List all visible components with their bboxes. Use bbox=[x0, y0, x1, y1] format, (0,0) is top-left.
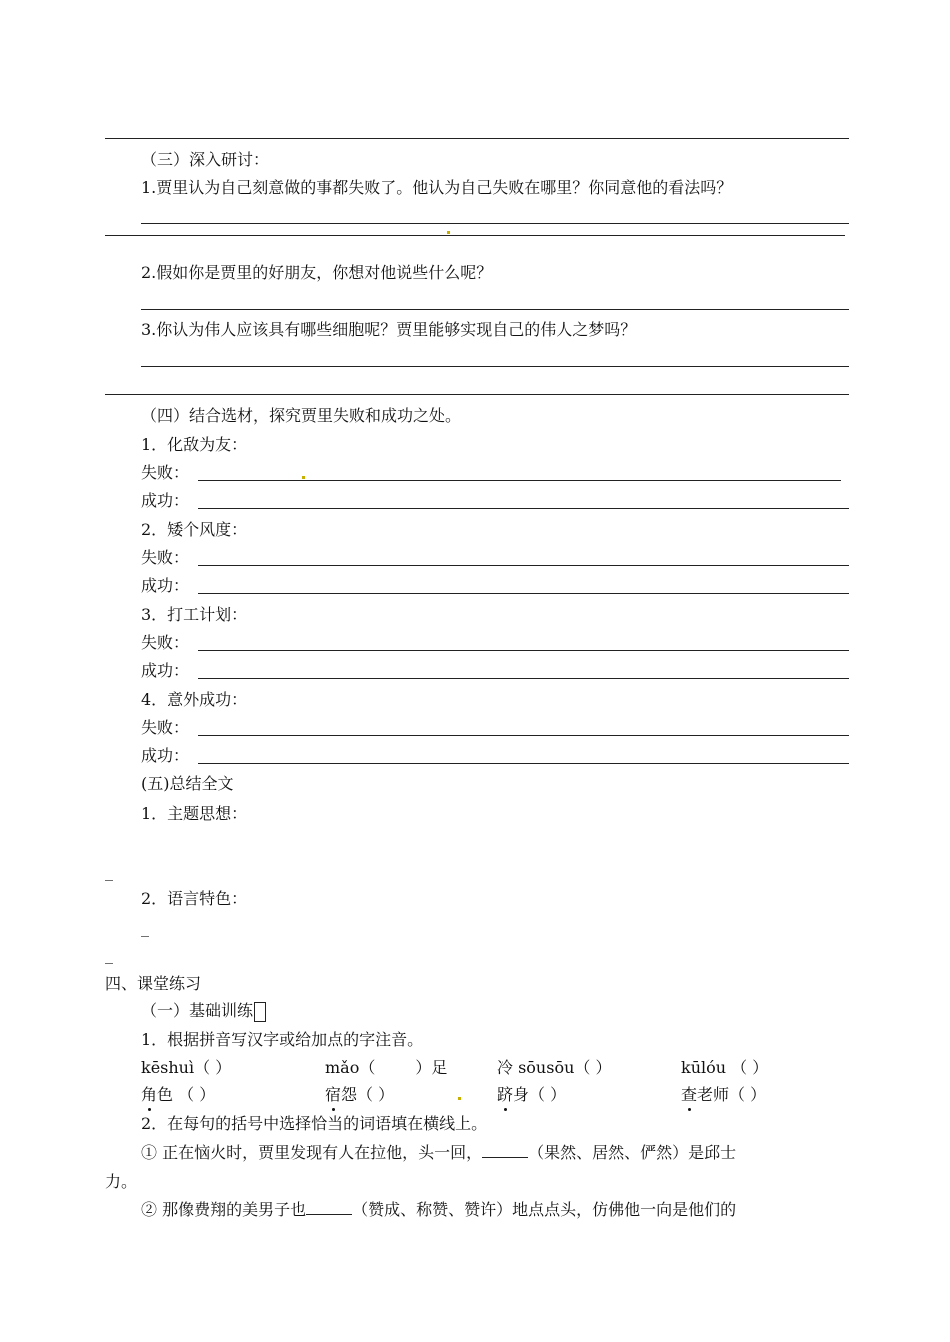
summary-item-theme: 1．主题思想： bbox=[141, 804, 248, 823]
answer-line[interactable] bbox=[141, 223, 849, 224]
success-answer-line[interactable] bbox=[198, 678, 849, 679]
fill-blank[interactable] bbox=[306, 1200, 352, 1215]
pinyin-item-3: 冷 sōusōu（ ） bbox=[497, 1058, 612, 1077]
char-item-4 bbox=[681, 1085, 766, 1105]
item-heading: 1．化敌为友： bbox=[141, 435, 248, 454]
answer-line[interactable] bbox=[105, 235, 845, 236]
section-4-title: （四）结合选材，探究贾里失败和成功之处。 bbox=[141, 406, 462, 425]
item-heading: 2．矮个风度： bbox=[141, 520, 248, 539]
success-label: 成功： bbox=[141, 746, 190, 765]
sentence-1-part-b: （果然、居然、俨然）是邱士 bbox=[528, 1143, 737, 1162]
char-item-3 bbox=[497, 1085, 566, 1105]
dotted-char: 角 bbox=[141, 1085, 158, 1104]
sentence-2-part-b: （赞成、称赞、赞许）地点点头，仿佛他一向是他们的 bbox=[352, 1200, 737, 1219]
top-rule bbox=[105, 138, 849, 139]
fail-label: 失败： bbox=[141, 463, 190, 482]
pinyin-item-1: kēshuì（ ） bbox=[141, 1058, 232, 1077]
question-2: 2.假如你是贾里的好朋友，你想对他说些什么呢？ bbox=[141, 263, 493, 282]
char-item-4-rest: 老师（ ） bbox=[697, 1085, 767, 1104]
pinyin-item-4: kūlóu （ ） bbox=[681, 1058, 769, 1077]
fill-blank[interactable] bbox=[482, 1143, 528, 1158]
exercise-1: 1．根据拼音写汉字或给加点的字注音。 bbox=[141, 1030, 424, 1049]
answer-line[interactable] bbox=[141, 309, 849, 310]
question-1: 1.贾里认为自己刻意做的事都失败了。他认为自己失败在哪里？你同意他的看法吗？ bbox=[141, 178, 733, 197]
fail-answer-line[interactable] bbox=[198, 480, 841, 481]
char-item-1-rest: 色 （ ） bbox=[157, 1085, 216, 1104]
char-item-2-rest: 怨（ ） bbox=[341, 1085, 395, 1104]
sentence-2 bbox=[141, 1200, 736, 1220]
practice-subheading bbox=[141, 1001, 266, 1022]
char-item-1 bbox=[141, 1085, 215, 1105]
answer-line[interactable] bbox=[141, 366, 849, 367]
success-answer-line[interactable] bbox=[198, 593, 849, 594]
section-3-title: （三）深入研讨： bbox=[141, 150, 270, 169]
stray-mark bbox=[458, 1097, 461, 1100]
dotted-char: 跻 bbox=[497, 1085, 514, 1104]
blank-mark[interactable]: _ bbox=[105, 945, 113, 964]
sentence-2-part-a: ② 那像费翔的美男子也 bbox=[141, 1200, 307, 1219]
item-heading: 3．打工计划： bbox=[141, 605, 248, 624]
blank-mark[interactable]: _ bbox=[105, 862, 113, 881]
checkbox-icon bbox=[254, 1002, 266, 1022]
stray-mark bbox=[302, 476, 305, 479]
pinyin-item-2-post: ）足 bbox=[415, 1058, 448, 1077]
char-item-2 bbox=[325, 1085, 394, 1105]
dotted-char: 宿 bbox=[325, 1085, 342, 1104]
sentence-1-part-a: ① 正在恼火时，贾里发现有人在拉他，头一回， bbox=[141, 1143, 483, 1162]
fail-answer-line[interactable] bbox=[198, 565, 849, 566]
success-label: 成功： bbox=[141, 491, 190, 510]
pinyin-item-2-pre: mǎo（ bbox=[325, 1058, 376, 1077]
dotted-char: 查 bbox=[681, 1085, 698, 1104]
practice-subheading-text: （一）基础训练 bbox=[141, 1001, 254, 1020]
sentence-1 bbox=[141, 1143, 736, 1163]
fail-label: 失败： bbox=[141, 548, 190, 567]
stray-mark bbox=[447, 231, 450, 234]
fail-label: 失败： bbox=[141, 633, 190, 652]
success-label: 成功： bbox=[141, 661, 190, 680]
exercise-2: 2．在每句的括号中选择恰当的词语填在横线上。 bbox=[141, 1114, 488, 1133]
summary-item-language: 2．语言特色： bbox=[141, 889, 248, 908]
answer-line[interactable] bbox=[105, 394, 849, 395]
blank-mark[interactable]: _ bbox=[141, 918, 149, 937]
success-label: 成功： bbox=[141, 576, 190, 595]
fail-answer-line[interactable] bbox=[198, 735, 849, 736]
question-3: 3.你认为伟人应该具有哪些细胞呢？贾里能够实现自己的伟人之梦吗？ bbox=[141, 320, 637, 339]
section-5-title: (五)总结全文 bbox=[141, 774, 234, 793]
sentence-1-continued: 力。 bbox=[105, 1172, 138, 1191]
fail-label: 失败： bbox=[141, 718, 190, 737]
success-answer-line[interactable] bbox=[198, 763, 849, 764]
pinyin-item-2 bbox=[325, 1058, 447, 1078]
practice-heading: 四、课堂练习 bbox=[105, 974, 202, 993]
item-heading: 4．意外成功： bbox=[141, 690, 248, 709]
success-answer-line[interactable] bbox=[198, 508, 849, 509]
fail-answer-line[interactable] bbox=[198, 650, 849, 651]
char-item-3-rest: 身（ ） bbox=[513, 1085, 567, 1104]
